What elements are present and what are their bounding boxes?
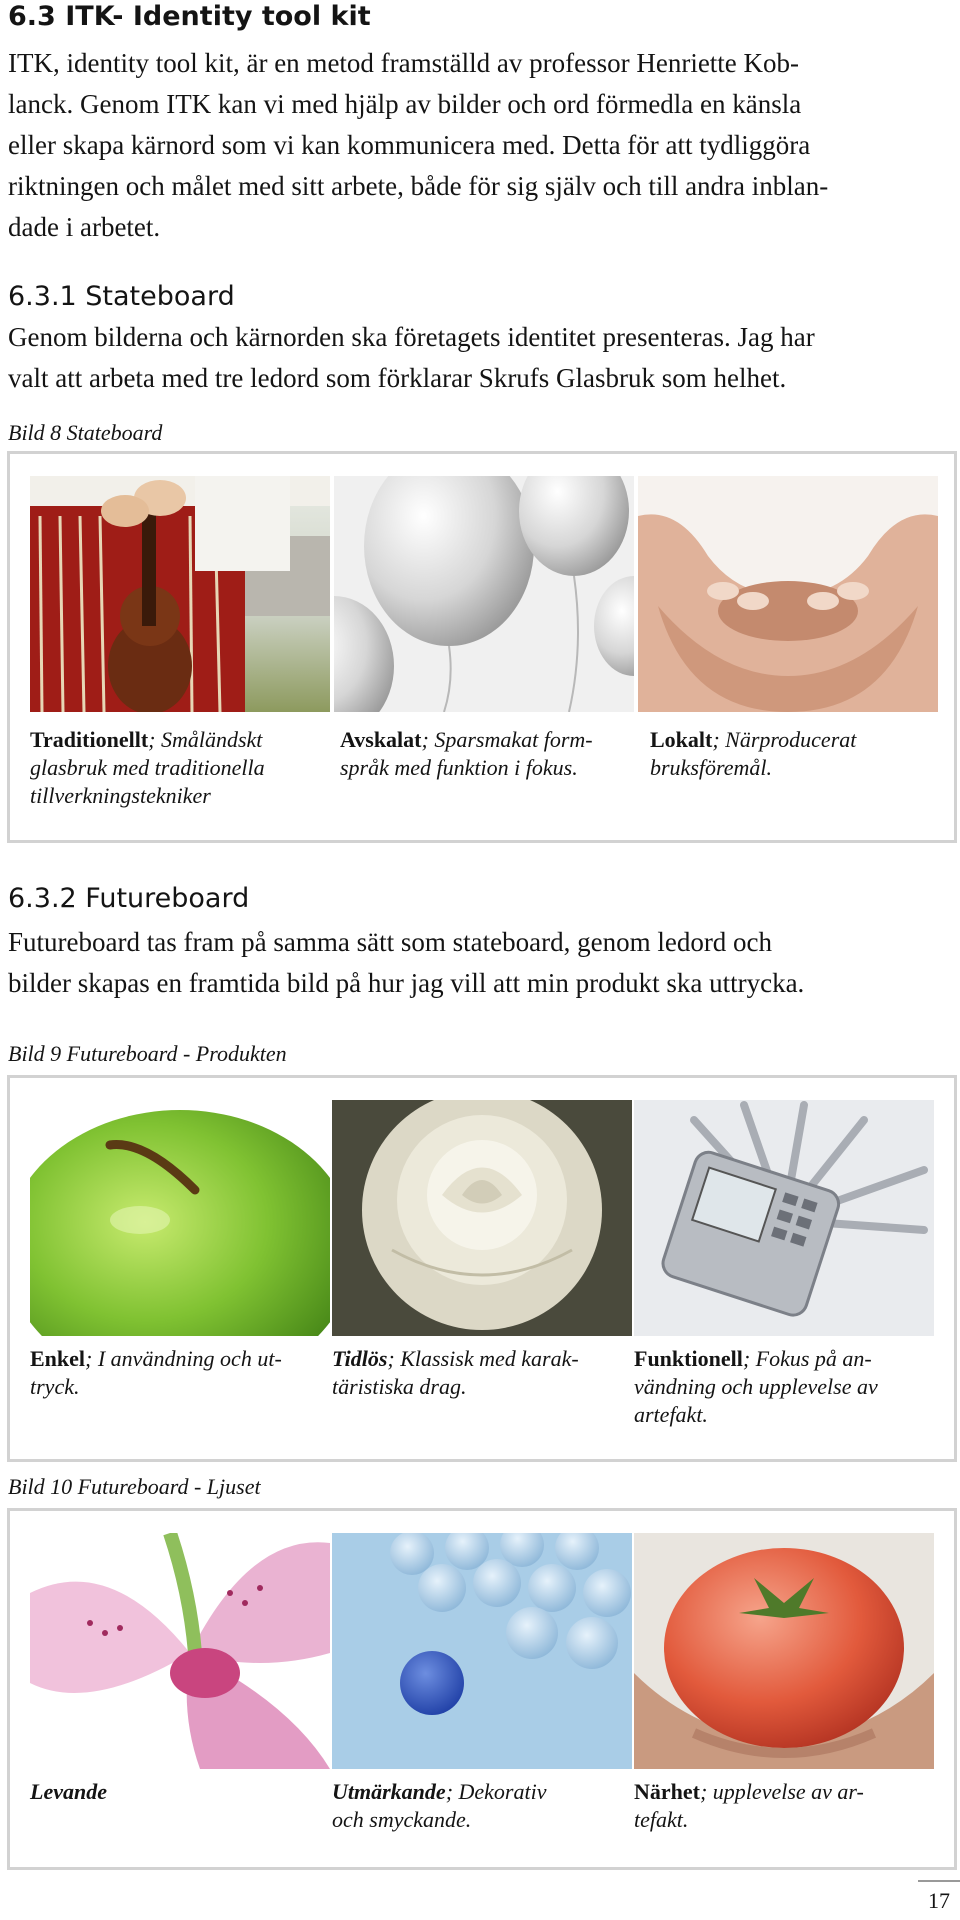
stateboard-panel [7,451,957,843]
futureboard-product-panel [7,1075,957,1462]
stateboard-title: 6.3.1 Stateboard [8,281,235,312]
keyword: Levande [30,1779,107,1804]
futureboard-light-caption: Bild 10 Futureboard - Ljuset [8,1474,261,1499]
stateboard-caption: Bild 8 Stateboard [8,420,163,445]
tomato-in-hands-image [634,1533,934,1769]
stateboard-label-3: Lokalt; Närproducerat bruksföremål. [650,727,857,780]
section-paragraph [8,43,956,248]
keyword: Lokalt [650,727,713,752]
blue-spheres-image [332,1533,632,1769]
keyword: Utmärkande [332,1779,446,1804]
green-apple-image [30,1100,330,1336]
keyword: Avskalat [340,727,422,752]
keyword: Tidlös [332,1346,388,1371]
futureboard-product-caption: Bild 9 Futureboard - Produkten [8,1041,287,1066]
light-label-1 [30,1778,330,1806]
stateboard-paragraph [8,317,956,399]
folk-costume-violin-image [30,476,330,712]
futureboard-paragraph [8,922,956,1004]
keyword: Enkel [30,1346,86,1371]
light-label-3: Närhet; upplevelse av ar- tefakt. [634,1779,864,1832]
keyword: Traditionellt [30,727,149,752]
multitool-phone-image [634,1100,934,1336]
stateboard-label-2: Avskalat; Sparsmakat form- språk med funktion i fokus. [340,727,593,780]
cupped-hands-image [638,476,938,712]
text-line: dade i arbetet. [8,212,161,242]
product-label-3: Funktionell; Fokus på an- vändning och upplevelse av artefakt. [634,1346,878,1427]
text-line: ITK, identity tool kit, är en metod framställd av professor Henriette Kob- [8,48,800,78]
text-line: Genom bilderna och kärnorden ska företagets identitet presenteras. Jag har [8,322,815,352]
text-line: riktningen och målet med sitt arbete, både för sig själv och till andra inblan- [8,171,829,201]
white-balloons-image [334,476,634,712]
page-number-rule [918,1880,960,1882]
pink-orchid-image [30,1533,330,1769]
text-line: lanck. Genom ITK kan vi med hjälp av bilder och ord förmedla en känsla [8,89,802,119]
futureboard-title: 6.3.2 Futureboard [8,883,250,914]
text-line: Futureboard tas fram på samma sätt som stateboard, genom ledord och [8,927,773,957]
product-label-2: Tidlös; Klassisk med karak- täristiska drag. [332,1346,579,1399]
text-line: eller skapa kärnord som vi kan kommunicera med. Detta för att tydliggöra [8,130,811,160]
text-line: valt att arbeta med tre ledord som förklarar Skrufs Glasbruk som helhet. [8,363,787,393]
section-title: 6.3 ITK- Identity tool kit [8,1,371,32]
page-number: 17 [928,1888,950,1913]
text-line: bilder skapas en framtida bild på hur jag vill att min produkt ska uttrycka. [8,968,805,998]
keyword: Närhet [634,1779,700,1804]
stateboard-label-1: Traditionellt; Småländskt glasbruk med traditionella tillverkningstekniker [30,727,265,808]
light-label-2: Utmärkande; Dekorativ och smyckande. [332,1779,547,1832]
keyword: Funktionell [634,1346,743,1371]
white-rose-image [332,1100,632,1336]
product-label-1: Enkel; I användning och ut- tryck. [30,1346,282,1399]
futureboard-light-panel [7,1508,957,1870]
